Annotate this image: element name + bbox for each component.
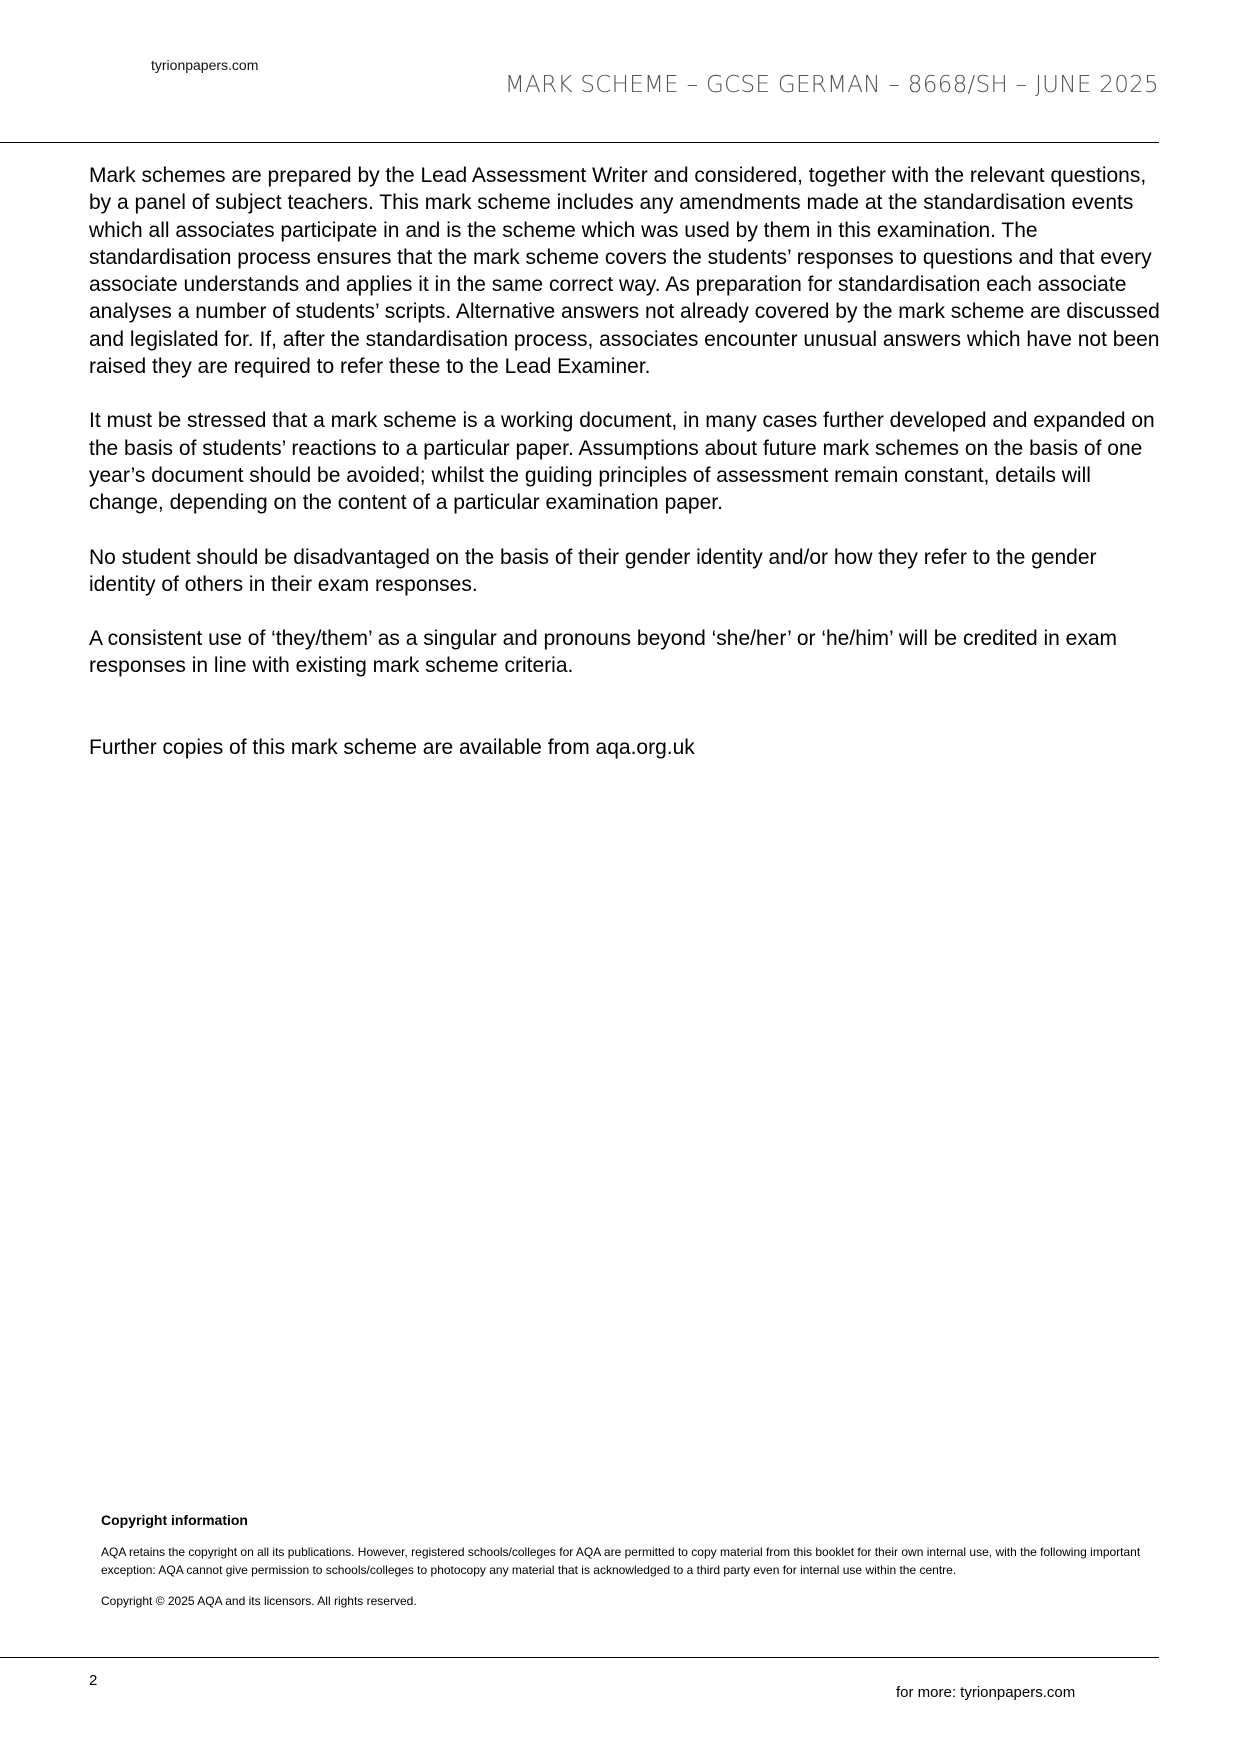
site-watermark-bottom: for more: tyrionpapers.com xyxy=(896,1684,1076,1701)
paragraph-standardisation: Mark schemes are prepared by the Lead Assessment Writer and considered, together with the relevant questions, by a panel of subject teachers. This mark scheme includes any amendments made at the standardisation events which all associates participate in and is the scheme which was used by them in this examination. The standardisation process ensures that the mark scheme covers the students’ responses to questions and that every associate understands and applies it in the same correct way. As preparation for standardisation each associate analyses a number of students’ scripts. Alternative answers not already covered by the mark scheme are discussed and legislated for. If, after the standardisation process, associates encounter unusual answers which have not been raised they are required to refer these to the Lead Examiner. xyxy=(89,164,1160,379)
copyright-heading: Copyright information xyxy=(101,1512,248,1528)
running-header-title: MARK SCHEME – GCSE GERMAN – 8668/SH – JUNE 2025 xyxy=(504,72,1159,98)
main-content xyxy=(89,162,1164,788)
site-watermark-top: tyrionpapers.com xyxy=(151,57,259,73)
paragraph-gender-identity: No student should be disadvantaged on the basis of their gender identity and/or how they refer to the gender identity of others in their exam responses. xyxy=(89,545,1097,596)
copyright-block xyxy=(101,1512,1141,1623)
copyright-text: AQA retains the copyright on all its publications. However, registered schools/colleges for AQA are permitted to copy material from this booklet for their own internal use, with the following important exception: AQA cannot give permission to schools/colleges to photocopy any material that is acknowledged to a third party even for internal use within the centre. xyxy=(101,1545,1141,1577)
copyright-notice: Copyright © 2025 AQA and its licensors. All rights reserved. xyxy=(101,1594,417,1608)
header-divider xyxy=(0,142,1159,143)
footer-divider xyxy=(0,1657,1159,1658)
paragraph-pronouns: A consistent use of ‘they/them’ as a singular and pronouns beyond ‘she/her’ or ‘he/him’ will be credited in exam responses in line with existing mark scheme criteria. xyxy=(89,627,1118,678)
page-number: 2 xyxy=(89,1672,98,1689)
paragraph-further-copies: Further copies of this mark scheme are available from aqa.org.uk xyxy=(89,735,695,759)
paragraph-working-document: It must be stressed that a mark scheme is a working document, in many cases further developed and expanded on the basis of students’ reactions to a particular paper. Assumptions about future mark schemes on the basis of one year’s document should be avoided; whilst the guiding principles of assessment remain constant, details will change, depending on the content of a particular examination paper. xyxy=(89,409,1155,515)
